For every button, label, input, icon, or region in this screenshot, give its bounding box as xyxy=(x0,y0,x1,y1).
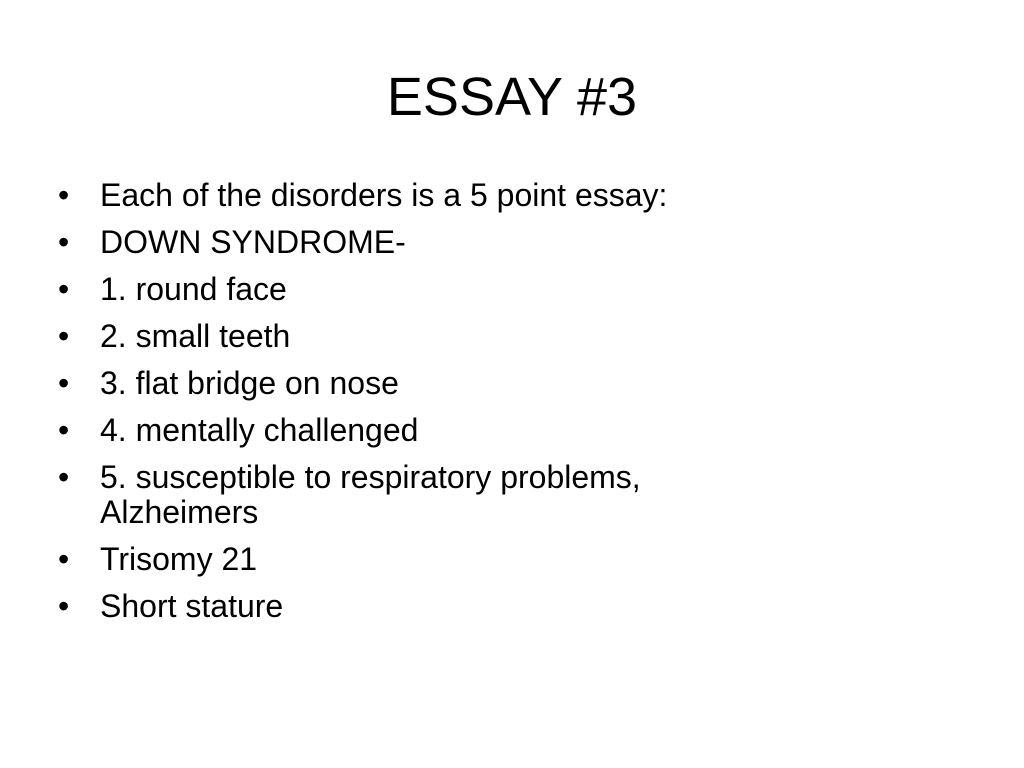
bullet-icon: • xyxy=(58,365,70,401)
bullet-icon: • xyxy=(58,271,70,307)
bullet-text: Short stature xyxy=(100,588,284,624)
bullet-text-line-2: Alzheimers xyxy=(100,494,259,530)
bullet-item-trisomy xyxy=(58,542,958,577)
bullet-item-stature xyxy=(58,589,958,624)
bullet-text: 4. mentally challenged xyxy=(100,412,419,448)
bullet-icon: • xyxy=(58,318,70,354)
bullet-icon: • xyxy=(58,224,70,260)
bullet-text-line-1: 5. susceptible to respiratory problems, xyxy=(100,459,641,495)
bullet-text: Each of the disorders is a 5 point essay: xyxy=(100,177,668,213)
bullet-icon: • xyxy=(58,412,70,448)
bullet-text: Trisomy 21 xyxy=(100,541,258,577)
bullet-text: 1. round face xyxy=(100,271,287,307)
bullet-item-point-5 xyxy=(58,460,958,530)
bullet-item-point-3 xyxy=(58,366,958,401)
bullet-list xyxy=(58,178,958,636)
slide-title: ESSAY #3 xyxy=(386,67,638,127)
bullet-item-point-1 xyxy=(58,272,958,307)
bullet-text: 3. flat bridge on nose xyxy=(100,365,399,401)
bullet-icon: • xyxy=(58,541,70,577)
bullet-icon: • xyxy=(58,177,70,213)
bullet-icon: • xyxy=(58,459,70,495)
bullet-item-intro xyxy=(58,178,958,213)
bullet-icon: • xyxy=(58,588,70,624)
bullet-text: 2. small teeth xyxy=(100,318,291,354)
bullet-item-point-4 xyxy=(58,413,958,448)
bullet-text: DOWN SYNDROME- xyxy=(100,224,406,260)
bullet-item-disorder-name xyxy=(58,225,958,260)
bullet-item-point-2 xyxy=(58,319,958,354)
